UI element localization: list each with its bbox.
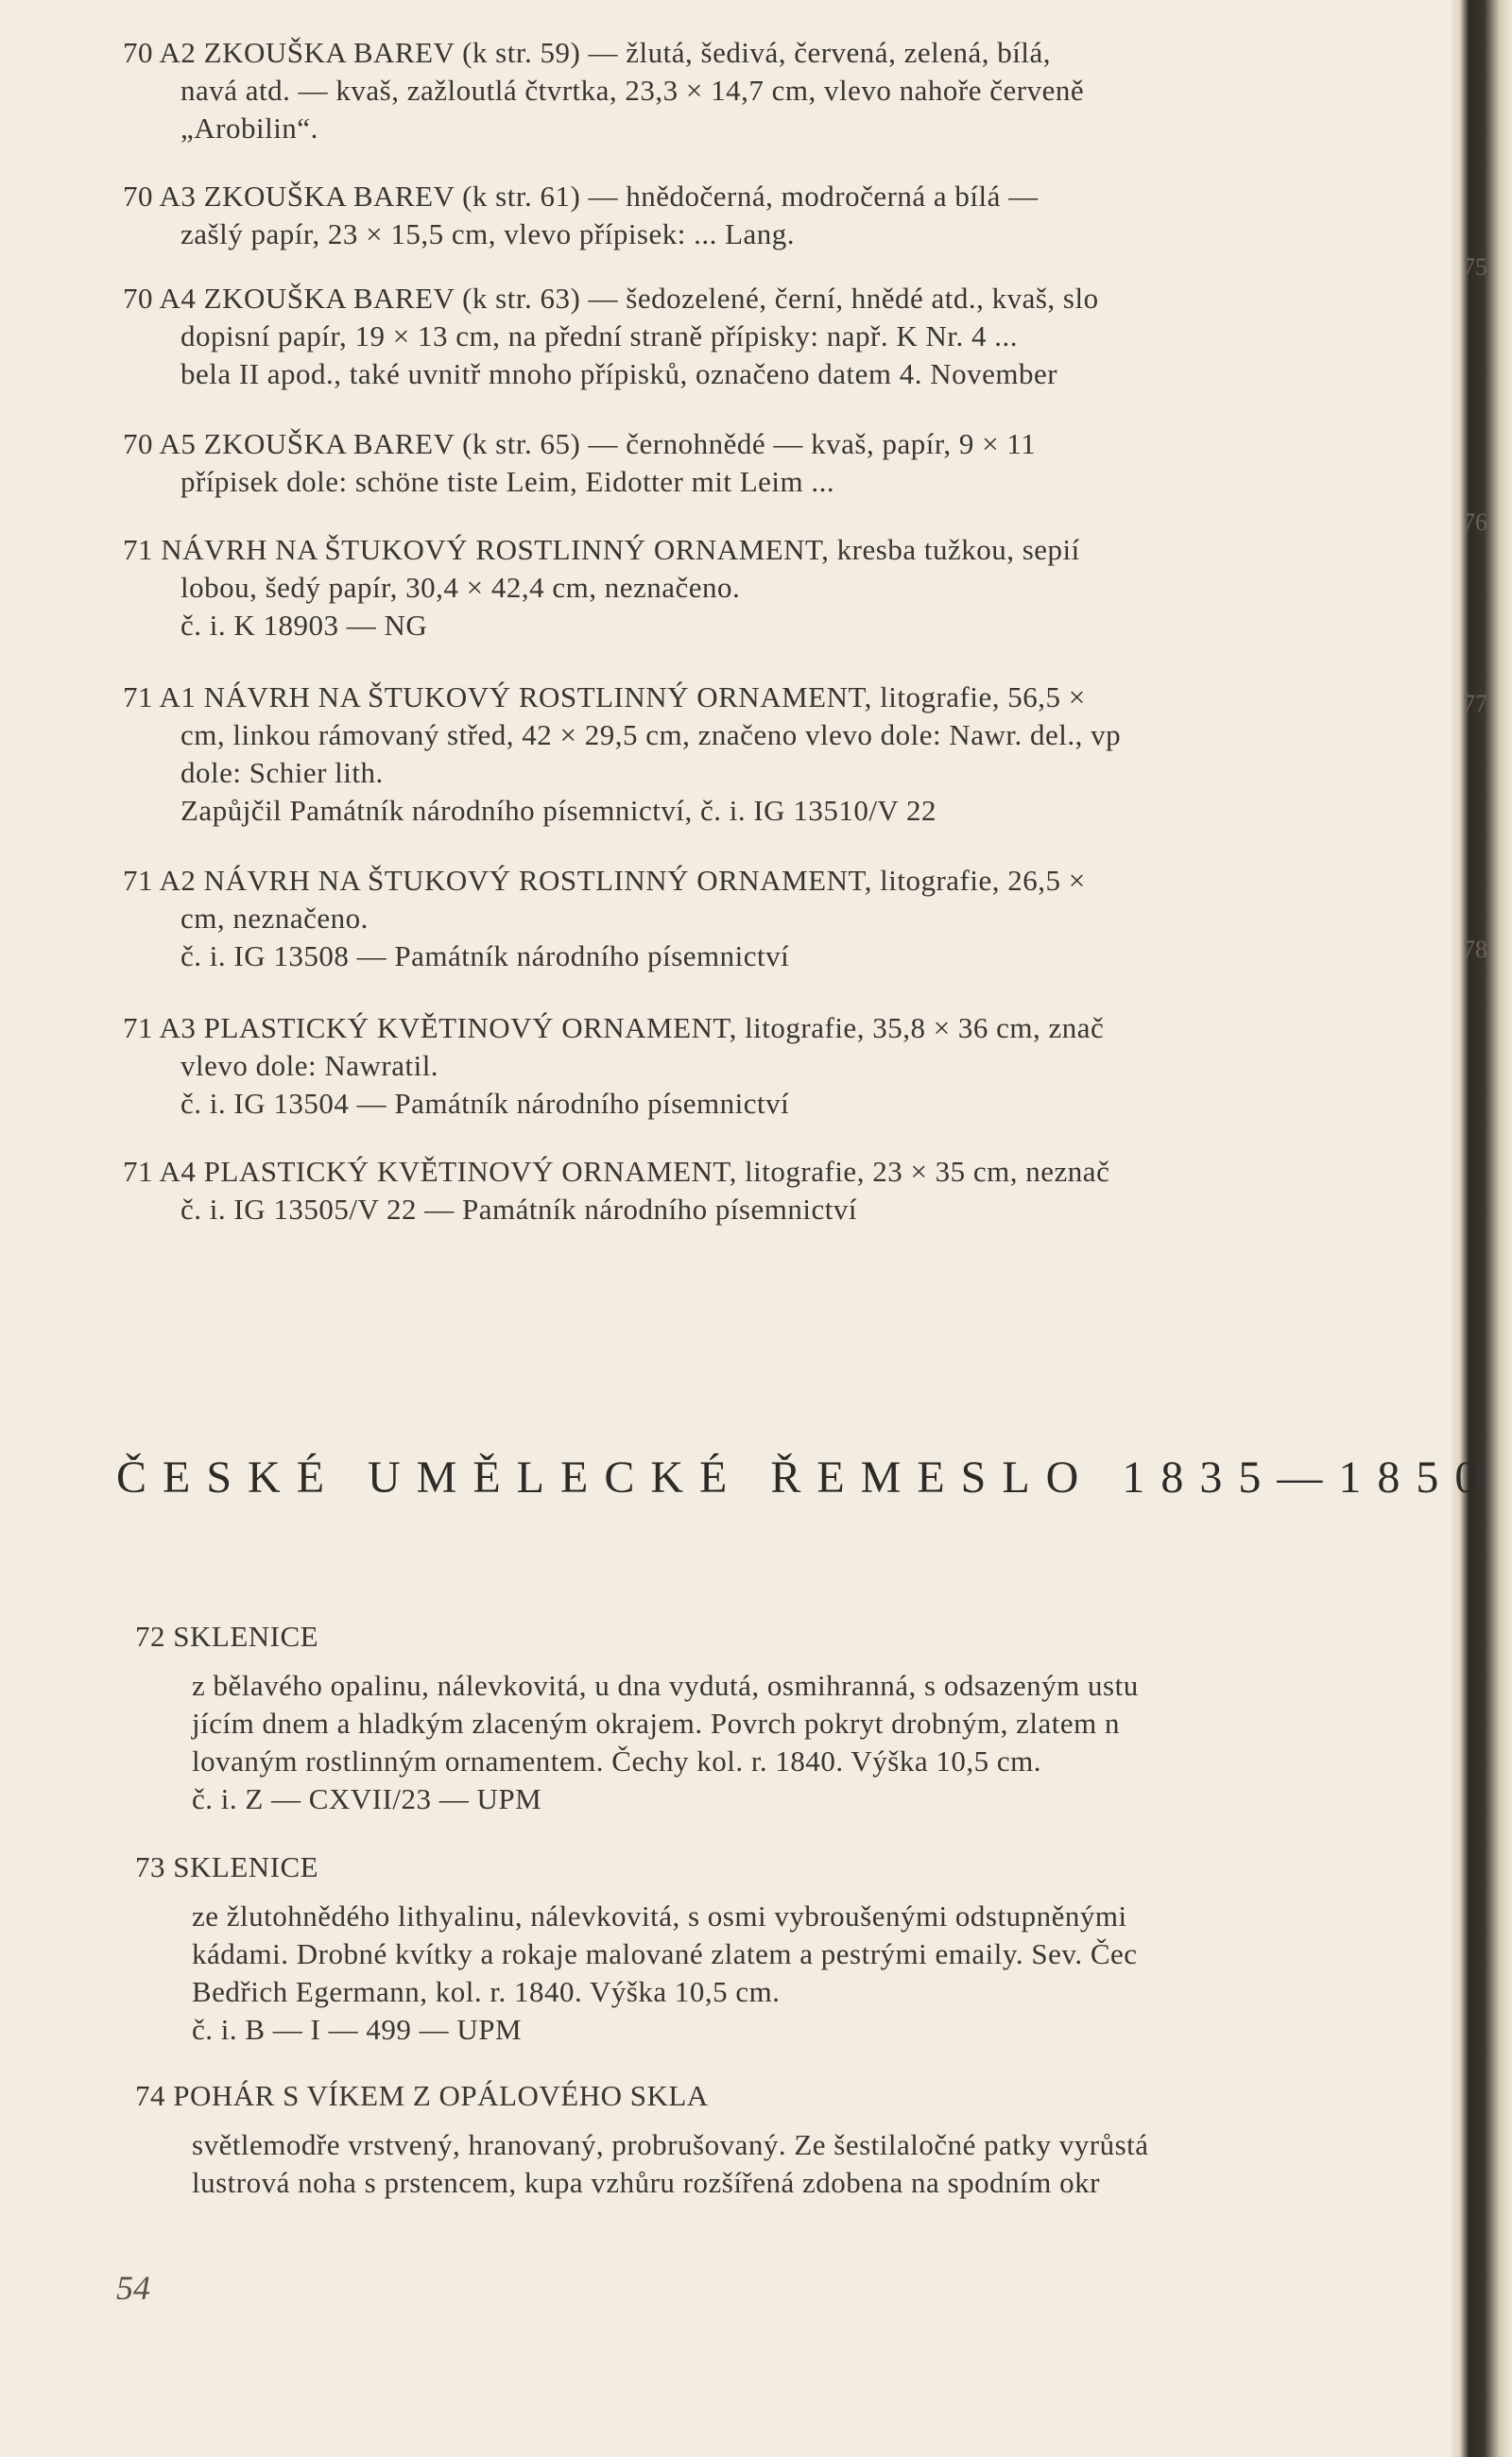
entry-line: 71 A3 PLASTICKÝ KVĚTINOVÝ ORNAMENT, litografie, 35,8 × 36 cm, znač <box>123 1011 1105 1044</box>
item-line: jícím dnem a hladkým zlaceným okrajem. Povrch pokryt drobným, zlatem n <box>192 1707 1120 1740</box>
margin-number: 76 <box>1463 508 1487 536</box>
item-heading: 74 POHÁR S VÍKEM Z OPÁLOVÉHO SKLA <box>135 2079 709 2112</box>
entry-line: 71 A4 PLASTICKÝ KVĚTINOVÝ ORNAMENT, litografie, 23 × 35 cm, neznač <box>123 1155 1110 1188</box>
catalogue-entry <box>123 178 1455 253</box>
entry-line: 70 A3 ZKOUŠKA BAREV (k str. 61) — hnědočerná, modročerná a bílá — <box>123 180 1039 213</box>
item-heading: 72 SKLENICE <box>135 1620 319 1653</box>
entry-line: 70 A2 ZKOUŠKA BAREV (k str. 59) — žlutá, šedivá, červená, zelená, bílá, <box>123 36 1051 69</box>
page-number: 54 <box>116 2269 150 2307</box>
entry-line: cm, neznačeno. <box>180 902 369 935</box>
entry-line: zašlý papír, 23 × 15,5 cm, vlevo přípisek: ... Lang. <box>180 217 796 250</box>
entry-line: č. i. K 18903 — NG <box>180 609 428 642</box>
entry-line: č. i. IG 13504 — Památník národního písemnictví <box>180 1087 790 1120</box>
catalogue-entry <box>123 280 1455 393</box>
item-heading: 73 SKLENICE <box>135 1850 319 1883</box>
item-line: kádami. Drobné kvítky a rokaje malované zlatem a pestrými emaily. Sev. Čec <box>192 1937 1138 1970</box>
entry-line: lobou, šedý papír, 30,4 × 42,4 cm, neznačeno. <box>180 571 741 604</box>
entry-line: 71 NÁVRH NA ŠTUKOVÝ ROSTLINNÝ ORNAMENT, kresba tužkou, sepií <box>123 533 1080 566</box>
entry-line: „Arobilin“. <box>180 112 318 145</box>
entry-line: bela II apod., také uvnitř mnoho přípisků, označeno datem 4. November <box>180 357 1058 390</box>
entry-line: cm, linkou rámovaný střed, 42 × 29,5 cm, značeno vlevo dole: Nawr. del., vp <box>180 718 1122 751</box>
entry-line: navá atd. — kvaš, zažloutlá čtvrtka, 23,3 × 14,7 cm, vlevo nahoře červeně <box>180 74 1085 107</box>
entry-line: 71 A2 NÁVRH NA ŠTUKOVÝ ROSTLINNÝ ORNAMENT, litografie, 26,5 × <box>123 864 1086 897</box>
catalogue-entry <box>123 34 1455 147</box>
catalogue-item <box>135 1618 1453 1818</box>
catalogue-entry <box>123 1153 1455 1228</box>
entry-line: dopisní papír, 19 × 13 cm, na přední straně přípisky: např. K Nr. 4 ... <box>180 319 1019 352</box>
section-title: ČESKÉ UMĚLECKÉ ŘEMESLO 1835—1850 <box>116 1452 1494 1503</box>
entry-line: vlevo dole: Nawratil. <box>180 1049 439 1082</box>
item-line: světlemodře vrstvený, hranovaný, probrušovaný. Ze šestilaločné patky vyrůstá <box>192 2128 1149 2161</box>
margin-number: 77 <box>1463 690 1487 717</box>
catalogue-entry <box>123 1009 1455 1123</box>
catalogue-entry <box>123 531 1455 644</box>
page-gutter-shadow <box>1451 0 1512 2457</box>
entry-line: Zapůjčil Památník národního písemnictví, č. i. IG 13510/V 22 <box>180 794 937 827</box>
entry-line: 71 A1 NÁVRH NA ŠTUKOVÝ ROSTLINNÝ ORNAMENT, litografie, 56,5 × <box>123 680 1086 713</box>
margin-number: 75 <box>1463 253 1487 281</box>
item-line: z bělavého opalinu, nálevkovitá, u dna vydutá, osmihranná, s odsazeným ustu <box>192 1669 1139 1702</box>
entry-line: č. i. IG 13508 — Památník národního písemnictví <box>180 939 790 972</box>
margin-number: 78 <box>1463 936 1487 963</box>
item-line: lovaným rostlinným ornamentem. Čechy kol. r. 1840. Výška 10,5 cm. <box>192 1744 1041 1778</box>
item-line: č. i. B — I — 499 — UPM <box>192 2013 523 2046</box>
entry-line: 70 A4 ZKOUŠKA BAREV (k str. 63) — šedozelené, černí, hnědé atd., kvaš, slo <box>123 282 1099 315</box>
catalogue-entry <box>123 679 1455 830</box>
item-line: Bedřich Egermann, kol. r. 1840. Výška 10,5 cm. <box>192 1975 781 2008</box>
entry-line: přípisek dole: schöne tiste Leim, Eidotter mit Leim ... <box>180 465 835 498</box>
catalogue-entry <box>123 425 1455 501</box>
item-line: č. i. Z — CXVII/23 — UPM <box>192 1782 542 1815</box>
entry-line: dole: Schier lith. <box>180 756 384 789</box>
item-line: lustrová noha s prstencem, kupa vzhůru rozšířená zdobena na spodním okr <box>192 2166 1100 2199</box>
catalogue-item <box>135 2077 1453 2202</box>
catalogue-item <box>135 1848 1453 2049</box>
entry-line: č. i. IG 13505/V 22 — Památník národního písemnictví <box>180 1193 857 1226</box>
item-line: ze žlutohnědého lithyalinu, nálevkovitá, s osmi vybroušenými odstupněnými <box>192 1899 1127 1933</box>
entry-line: 70 A5 ZKOUŠKA BAREV (k str. 65) — černohnědé — kvaš, papír, 9 × 11 <box>123 427 1037 460</box>
catalogue-entry <box>123 862 1455 975</box>
